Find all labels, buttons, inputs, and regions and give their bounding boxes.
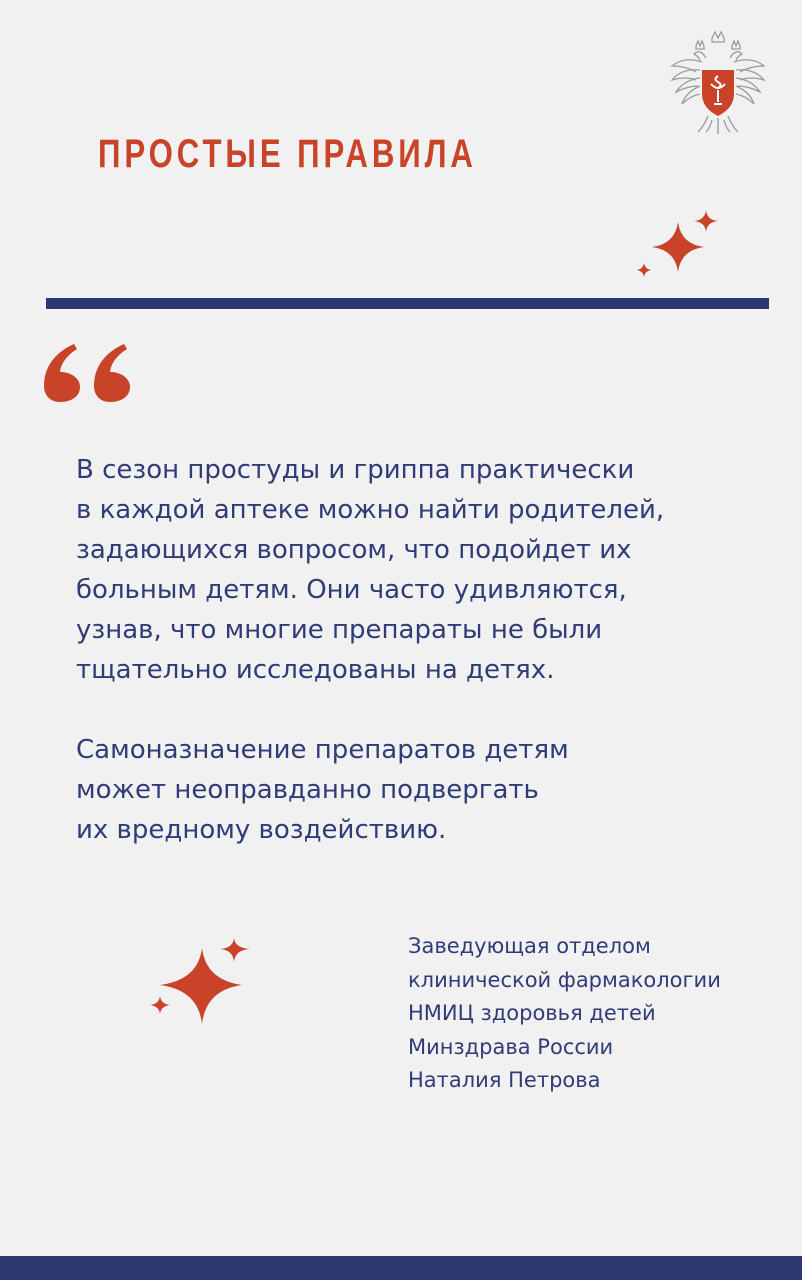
quote-text (76, 450, 776, 850)
attribution-line: Заведующая отделом (408, 934, 651, 958)
double-headed-eagle-emblem-icon (666, 26, 770, 138)
attribution-line: НМИЦ здоровья детей (408, 1001, 656, 1025)
sparkle-icon (146, 934, 260, 1030)
quote-mark-icon (44, 344, 130, 406)
attribution-name: Наталия Петрова (408, 1068, 601, 1092)
top-divider (46, 298, 769, 309)
quote-paragraph: В сезон простуды и гриппа практически в каждой аптеке можно найти родителей, задающихся вопросом, что подойдет их больным детям. Они часто удивляются, узнав, что многие препараты не были тщательно исследованы на детях. (76, 455, 665, 685)
attribution (408, 930, 798, 1098)
attribution-line: клинической фармакологии (408, 967, 721, 992)
page-title: ПРОСТЫЕ ПРАВИЛА (98, 132, 477, 176)
sparkle-icon (632, 206, 728, 290)
attribution-line: Минздрава России (408, 1034, 614, 1059)
quote-paragraph: Самоназначение препаратов детям может неоправданно подвергать их вредному воздействию. (76, 735, 569, 845)
bottom-bar (0, 1256, 802, 1280)
